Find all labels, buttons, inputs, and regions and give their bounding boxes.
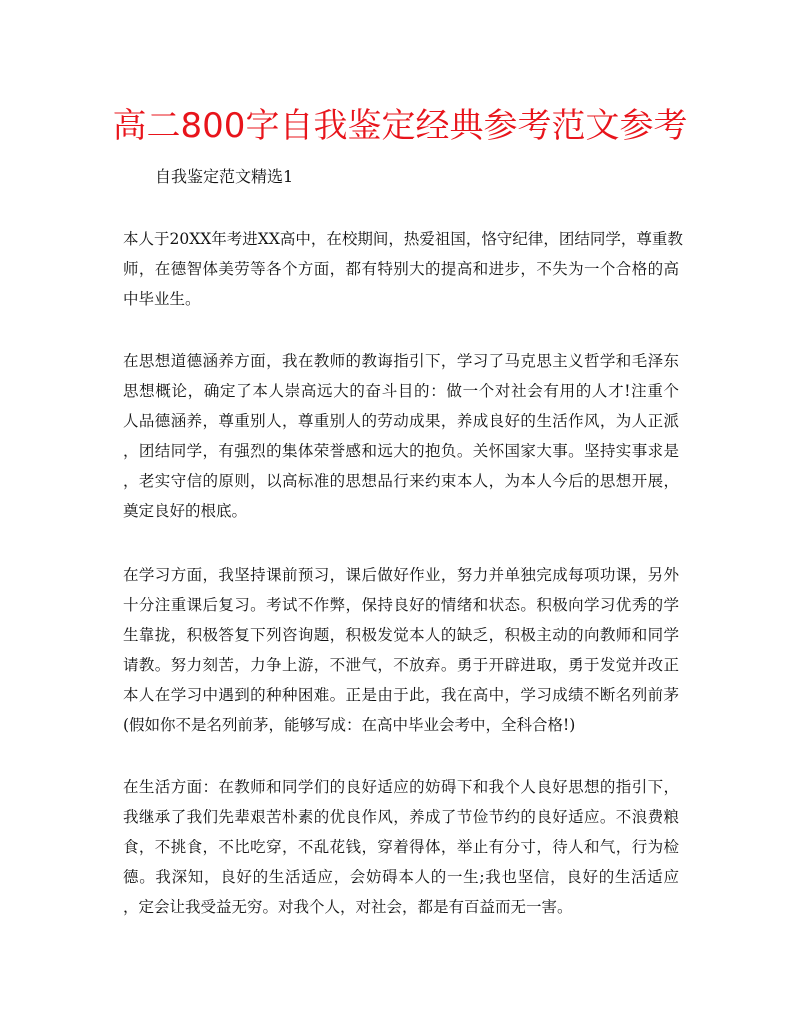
paragraph-line: 人品德涵养，尊重别人，尊重别人的劳动成果，养成良好的生活作风，为人正派 — [123, 412, 679, 430]
paragraph-line: 我继承了我们先辈艰苦朴素的优良作风，养成了节俭节约的良好适应。不浪费粮 — [123, 808, 679, 826]
paragraph-4 — [123, 772, 679, 922]
paragraph-line: 思想概论，确定了本人崇高远大的奋斗目的：做一个对社会有用的人才!注重个 — [123, 382, 679, 400]
paragraph-3 — [123, 560, 679, 740]
paragraph-line: 生靠拢，积极答复下列咨询题，积极发觉本人的缺乏，积极主动的向教师和同学 — [123, 626, 679, 644]
paragraph-line: 在生活方面：在教师和同学们的良好适应的妨碍下和我个人良好思想的指引下， — [123, 778, 679, 796]
paragraph-line: 请教。努力刻苦，力争上游，不泄气，不放弃。勇于开辟进取，勇于发觉并改正 — [123, 656, 679, 674]
paragraph-line: 食，不挑食，不比吃穿，不乱花钱，穿着得体，举止有分寸，待人和气，行为检 — [123, 838, 679, 856]
paragraph-line: ，定会让我受益无穷。对我个人，对社会，都是有百益而无一害。 — [123, 898, 573, 916]
paragraph-line: (假如你不是名列前茅，能够写成：在高中毕业会考中，全科合格!) — [123, 716, 576, 734]
paragraph-line: 奠定良好的根底。 — [123, 502, 248, 520]
paragraph-line: 在学习方面，我坚持课前预习，课后做好作业，努力并单独完成每项功课，另外 — [123, 566, 679, 584]
paragraph-line: 十分注重课后复习。考试不作弊，保持良好的情绪和状态。积极向学习优秀的学 — [123, 596, 679, 614]
document-title: 高二800字自我鉴定经典参考范文参考 — [112, 106, 688, 146]
paragraph-line: 本人在学习中遇到的种种困难。正是由于此，我在高中，学习成绩不断名列前茅 — [123, 686, 679, 704]
paragraph-line: 德。我深知，良好的生活适应，会妨碍本人的一生;我也坚信，良好的生活适应 — [123, 868, 679, 886]
paragraph-line: 本人于20XX年考进XX高中，在校期间，热爱祖国，恪守纪律，团结同学，尊重教 — [123, 230, 683, 248]
paragraph-1 — [123, 224, 683, 314]
document-subtitle: 自我鉴定范文精选1 — [155, 167, 294, 186]
paragraph-line: 师，在德智体美劳等各个方面，都有特别大的提高和进步，不失为一个合格的高 — [123, 260, 679, 278]
paragraph-line: ，老实守信的原则，以高标准的思想品行来约束本人，为本人今后的思想开展， — [123, 472, 679, 490]
paragraph-line: ，团结同学，有强烈的集体荣誉感和远大的抱负。关怀国家大事。坚持实事求是 — [123, 442, 679, 460]
paragraph-line: 中毕业生。 — [123, 290, 201, 308]
paragraph-2 — [123, 346, 679, 526]
paragraph-line: 在思想道德涵养方面，我在教师的教诲指引下，学习了马克思主义哲学和毛泽东 — [123, 352, 679, 370]
